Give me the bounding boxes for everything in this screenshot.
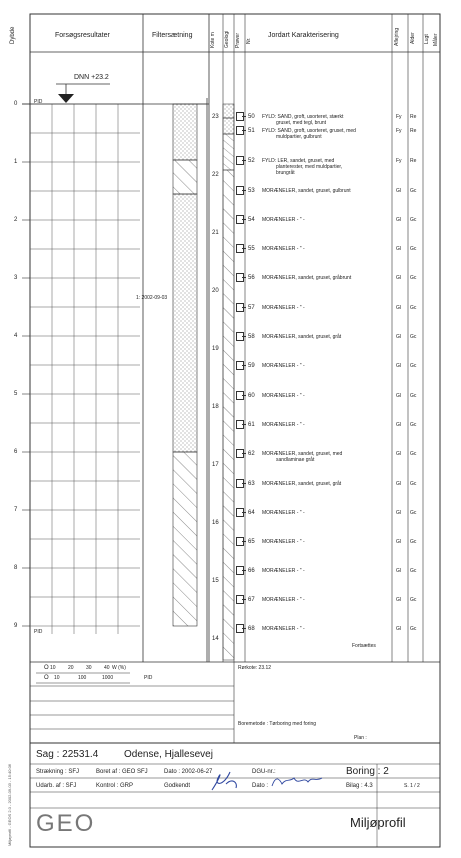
geo-logo: GEO [36,810,96,837]
header-nr: Nr. [246,37,252,44]
sample-deposit: Gl [396,568,401,574]
checked-by: Kontrol : GRP [96,783,134,789]
dgu-number: DGU-nr.: [252,769,276,775]
sample-tick [242,541,246,542]
sample-tick [242,599,246,600]
header-filter: Filtersætning [152,32,193,39]
sample-age: Gc [410,422,417,428]
sample-tick [242,160,246,161]
sample-description-line3: brungråt [276,170,295,176]
drilled-by: Boret af : GEO SFJ [96,769,148,775]
sample-deposit: Gl [396,246,401,252]
sample-number: 51 [248,128,255,134]
kote-label: 18 [212,404,219,410]
sample-number: 66 [248,568,255,574]
sample-description: MORÆNELER, sandet, gruset, gråt [262,481,342,487]
sample-description: MORÆNELER - " - [262,305,305,311]
sample-number: 58 [248,334,255,340]
header-odour: Lugt [424,34,430,44]
depth-label: 6 [14,449,18,455]
kote-label: 19 [212,346,219,352]
sample-description: MORÆNELER - " - [262,626,305,632]
sample-tick [242,219,246,220]
sample-tick [242,570,246,571]
sample-age: Re [410,158,417,164]
sample-number: 56 [248,275,255,281]
sample-description: MORÆNELER - " - [262,393,305,399]
sample-age: Gc [410,481,417,487]
kote-label: 22 [212,172,219,178]
boring-number: Boring : 2 [346,766,389,777]
sample-deposit: Gl [396,597,401,603]
sample-age: Gc [410,568,417,574]
sample-age: Gc [410,451,417,457]
sample-tick [242,453,246,454]
header-age: Alder [410,32,416,44]
sample-age: Gc [410,275,417,281]
depth-label: 4 [14,333,18,339]
sample-tick [242,365,246,366]
sample-description: MORÆNELER - " - [262,510,305,516]
header-geology: Geologi [224,30,230,48]
sample-deposit: Gl [396,626,401,632]
sample-tick [242,190,246,191]
sample-number: 64 [248,510,255,516]
sample-description: MORÆNELER, sandet, gruset, gråt [262,334,342,340]
kote-label: 16 [212,520,219,526]
prepared-by: Udarb. af : SFJ [36,783,77,789]
sample-deposit: Gl [396,363,401,369]
depth-label: 0 [14,101,18,107]
kote-label: 23 [212,114,219,120]
sample-age: Gc [410,510,417,516]
header-depth: Dybde [10,26,16,44]
sample-age: Gc [410,305,417,311]
sample-age: Gc [410,626,417,632]
pid-top-label: PID [34,99,43,105]
sample-tick [242,336,246,337]
section: Strækning : SFJ [36,769,80,775]
w-scale-label: W (%) [112,665,126,671]
w-scale-circle: O [44,665,49,671]
header-deposit: Aflejring [394,27,400,46]
sample-age: Re [410,114,417,120]
sample-deposit: Gl [396,510,401,516]
sample-number: 60 [248,393,255,399]
sample-description: MORÆNELER - " - [262,597,305,603]
drilling-method: Boremetode : Tørboring med foring [238,721,317,727]
sample-description: MORÆNELER, sandet, gruset, gulbrunt [262,188,351,194]
sample-number: 55 [248,246,255,252]
kote-label: 21 [212,230,219,236]
sample-number: 67 [248,597,255,603]
sample-deposit: Gl [396,305,401,311]
sample-age: Gc [410,188,417,194]
pid-tick: 1000 [102,675,114,681]
sample-description: MORÆNELER - " - [262,422,305,428]
sample-deposit: Gl [396,275,401,281]
sample-description: MORÆNELER, sandet, gruset, med [262,451,343,457]
pid-scale-label: PID [144,675,153,681]
header-kote: Kote m [210,32,216,48]
plan-label: Plan : [354,735,367,741]
sample-deposit: Gl [396,188,401,194]
date-2: Dato : [252,783,269,789]
pid-bottom-label: PID [34,629,43,635]
w-tick: 30 [86,665,92,671]
sample-age: Gc [410,246,417,252]
print-footnote: Miljøprofil - GEOS 2.0 - 2002-09-03 - 15:40:06 [7,763,12,846]
sample-deposit: Gl [396,393,401,399]
header-samples: Prøver [235,33,241,48]
sample-age: Gc [410,363,417,369]
sample-number: 65 [248,539,255,545]
sample-tick [242,277,246,278]
w-tick: 20 [68,665,74,671]
sample-number: 50 [248,114,255,120]
pid-tick: 10 [54,675,60,681]
sample-number: 54 [248,217,255,223]
header-soil: Jordart Karakterisering [268,32,339,39]
sample-description: FYLD: LER, sandet, gruset, med [262,158,335,164]
depth-label: 1 [14,159,18,165]
kote-label: 14 [212,636,219,642]
case-number: Sag : 22531.4 [36,749,99,760]
date-1: Dato : 2002-06-27 [164,769,213,775]
sample-age: Gc [410,597,417,603]
filter-date-label: 1: 2002-09-03 [136,295,168,301]
w-tick: 40 [104,665,110,671]
depth-label: 9 [14,623,18,629]
pid-tick: 100 [78,675,87,681]
sample-description: FYLD: SAND, groft, usorteret, gruset, med [262,128,356,134]
sample-number: 61 [248,422,255,428]
sample-deposit: Gl [396,481,401,487]
sample-deposit: Gl [396,334,401,340]
pid-scale-circle: O [44,675,49,681]
sample-tick [242,116,246,117]
terrain-note: Rørkote: 23.12 [238,665,272,671]
sample-age: Gc [410,539,417,545]
sample-description-line2: sandlaminae gråt [276,457,315,463]
sample-number: 57 [248,305,255,311]
sample-deposit: Gl [396,539,401,545]
sample-tick [242,628,246,629]
header-test-results: Forsøgsresultater [55,32,110,39]
sample-description: MORÆNELER - " - [262,539,305,545]
sample-description: MORÆNELER - " - [262,217,305,223]
sample-age: Gc [410,334,417,340]
sample-description-line2: muldpartier, gulbrunt [276,134,322,140]
sample-tick [242,424,246,425]
header-meter: Måler [433,33,439,46]
sample-number: 53 [248,188,255,194]
dnn-label: DNN +23.2 [74,74,109,81]
location: Odense, Hjallesevej [124,749,213,760]
sample-description: MORÆNELER, sandet, gruset, gråbrunt [262,275,352,281]
sample-number: 68 [248,626,255,632]
depth-label: 5 [14,391,18,397]
kote-label: 17 [212,462,219,468]
sample-tick [242,130,246,131]
kote-label: 15 [212,578,219,584]
depth-label: 3 [14,275,18,281]
sample-age: Re [410,128,417,134]
sample-description: FYLD: SAND, groft, usorteret, stærkt [262,114,344,120]
approved-by: Godkendt [164,783,191,789]
sample-tick [242,483,246,484]
sample-tick [242,512,246,513]
sample-deposit: Gl [396,451,401,457]
sample-number: 62 [248,451,255,457]
sample-description-line2: gruset, med tegl, brunt [276,120,327,126]
sample-tick [242,307,246,308]
page-number: S. 1 / 2 [404,783,420,789]
depth-label: 2 [14,217,18,223]
continues-label: Fortsættes [352,643,376,649]
depth-label: 7 [14,507,18,513]
sample-description-line2: planterester, med muldpartier, [276,164,343,170]
sample-deposit: Gl [396,217,401,223]
sample-tick [242,248,246,249]
sample-tick [242,395,246,396]
depth-label: 8 [14,565,18,571]
w-tick: 10 [50,665,56,671]
sample-description: MORÆNELER - " - [262,363,305,369]
appendix: Bilag : 4.3 [346,783,373,789]
sample-description: MORÆNELER - " - [262,568,305,574]
document-title: Miljøprofil [350,815,406,830]
sample-deposit: Fy [396,158,402,164]
sample-number: 59 [248,363,255,369]
sample-deposit: Fy [396,128,402,134]
sample-age: Gc [410,393,417,399]
sample-deposit: Fy [396,114,402,120]
kote-label: 20 [212,288,219,294]
sample-number: 52 [248,158,255,164]
sample-description: MORÆNELER - " - [262,246,305,252]
sample-deposit: Gl [396,422,401,428]
sample-number: 63 [248,481,255,487]
sample-age: Gc [410,217,417,223]
